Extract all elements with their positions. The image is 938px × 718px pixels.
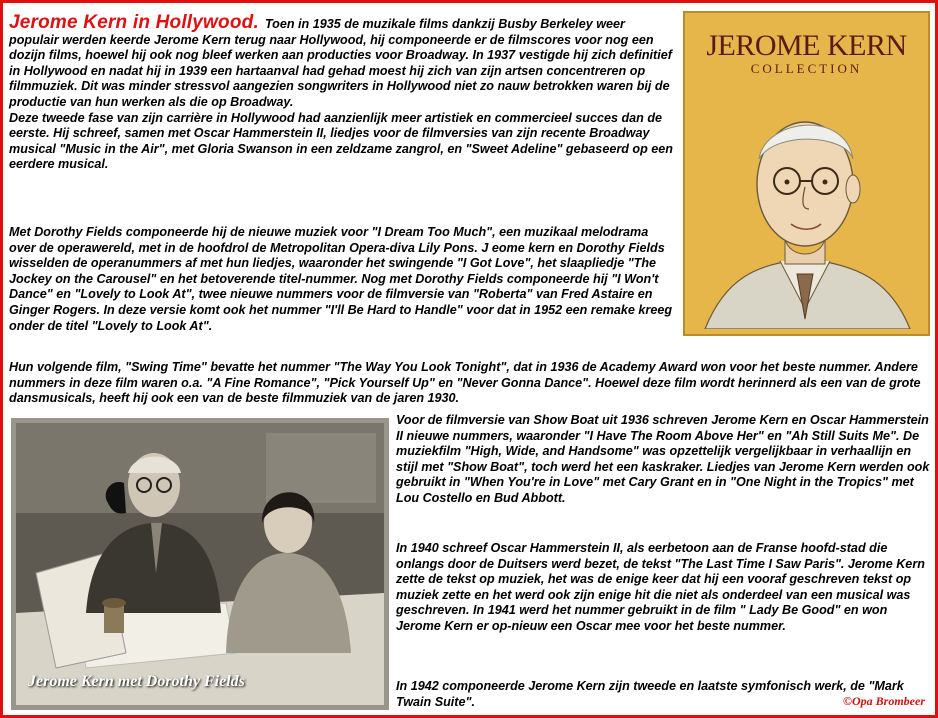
book-cover-image [683,11,930,336]
swing-time-paragraph: Hun volgende film, "Swing Time" bevatte het nummer "The Way You Look Tonight", dat in 1936 de Academy Award won voor het beste nummer. Andere nummers in deze film waren o.a. "A Fine Romance", "Pick Yourself Up" en "Never Gonna Dance". Hoewel deze film wordt herinnerd als een van de grote dansmusicals, heeft hij ook een van de beste filmmuziek van de jaren 1930. [9,360,921,406]
show-boat-paragraph: Voor de filmversie van Show Boat uit 1936 schreven Jerome Kern en Oscar Hammerstein II nieuwe nummers, waaronder "I Have The Room Above Her" en "Ah Still Suits Me". De muziekfilm "High, Wide, and Handsome" was opzettelijk vergelijkbaar in verhaallijn en stijl met "Show Boat", toch werd het een kaskraker. Liedjes van Jerome Kern werden ook gebruikt in "When You're in Love" met Cary Grant en in "One Night in the Tropics" met Lou Costello en Bud Abbott. [396,413,930,505]
cover-title: JEROME KERN [706,29,907,62]
second-phase-text: Deze tweede fase van zijn carrière in Hollywood had aanzienlijk meer artistiek en commercieel succes dan de eerste. Hij schreef, samen met Oscar Hammerstein II, liedjes voor de filmversies van zijn recente Broadway musical "Music in the Air", met Gloria Swanson in een zeldzame zangrol, en "Sweet Adeline" gebaseerd op een eerdere musical. [9,110,674,172]
intro-paragraph [9,12,674,173]
paris-paragraph: In 1940 schreef Oscar Hammerstein II, als eerbetoon aan de Franse hoofd-stad die onlangs door de Duitsers werd bezet, de tekst "The Last Time I Saw Paris". Jerome Kern zette de tekst op muziek, het was de enige keer dat hij een vooraf geschreven tekst op muziek zette en het werd ook zijn enige hit die niet als onderdeel van een musical was geschreven. In 1941 werd het nummer gebruikt in de film " Lady Be Good" en won Jerome Kern er op-nieuw een Oscar mee voor het beste nummer. [396,541,925,633]
dorothy-fields-paragraph: Met Dorothy Fields componeerde hij de nieuwe muziek voor "I Dream Too Much", een muzikaal melodrama over de operawereld, met in de hoofdrol de Metropolitan Opera-diva Lily Pons. J eome kern en Dorothy Fields wisselden de operanummers af met hun liedjes, waaronder het swingende "I Got Love", het slaapliedje "The Jockey on the Carousel" en het betoverende titel-nummer. Nog met Dorothy Fields componeerde hij "I Won't Dance" en "Lovely to Look At", twee nieuwe nummers voor de filmversie van "Roberta" van Fred Astaire en Ginger Rogers. In deze versie komt ook het nummer "I'll Be Hard to Handle" voor dat in 1952 een remake kreeg onder de titel "Lovely to Look At". [9,225,673,333]
photo-caption: Jerome Kern met Dorothy Fields [28,673,245,690]
portrait-illustration [685,79,928,329]
photo-scene [16,423,384,705]
copyright-label: ©Opa Brombeer [843,694,925,708]
intro-text: Toen in 1935 de muzikale films dankzij Busby Berkeley weer populair werden keerde Jerome Kern terug naar Hollywood, hij componeerde er de filmscores voor nog een dozijn films, hoewel hij ook nog bleef werken aan producties voor Broadway. In 1937 vestigde hij zich definitief in Hollywood en nadat hij in 1939 een hartaanval had gehad moest hij zich van zijn artsen concentreren op filmmuziek. Dit was minder stressvol aangezien songwriters in Hollywood niet zo nauw betrokken waren bij de productie van hun werken als die op Broadway. [9,17,672,109]
cover-subtitle: COLLECTION [750,61,863,76]
jerome-kern-dorothy-fields-photo [11,418,389,710]
page-title: Jerome Kern in Hollywood. [9,12,259,33]
mark-twain-paragraph: In 1942 componeerde Jerome Kern zijn tweede en laatste symfonisch werk, de "Mark Twain Suite". [396,679,904,709]
